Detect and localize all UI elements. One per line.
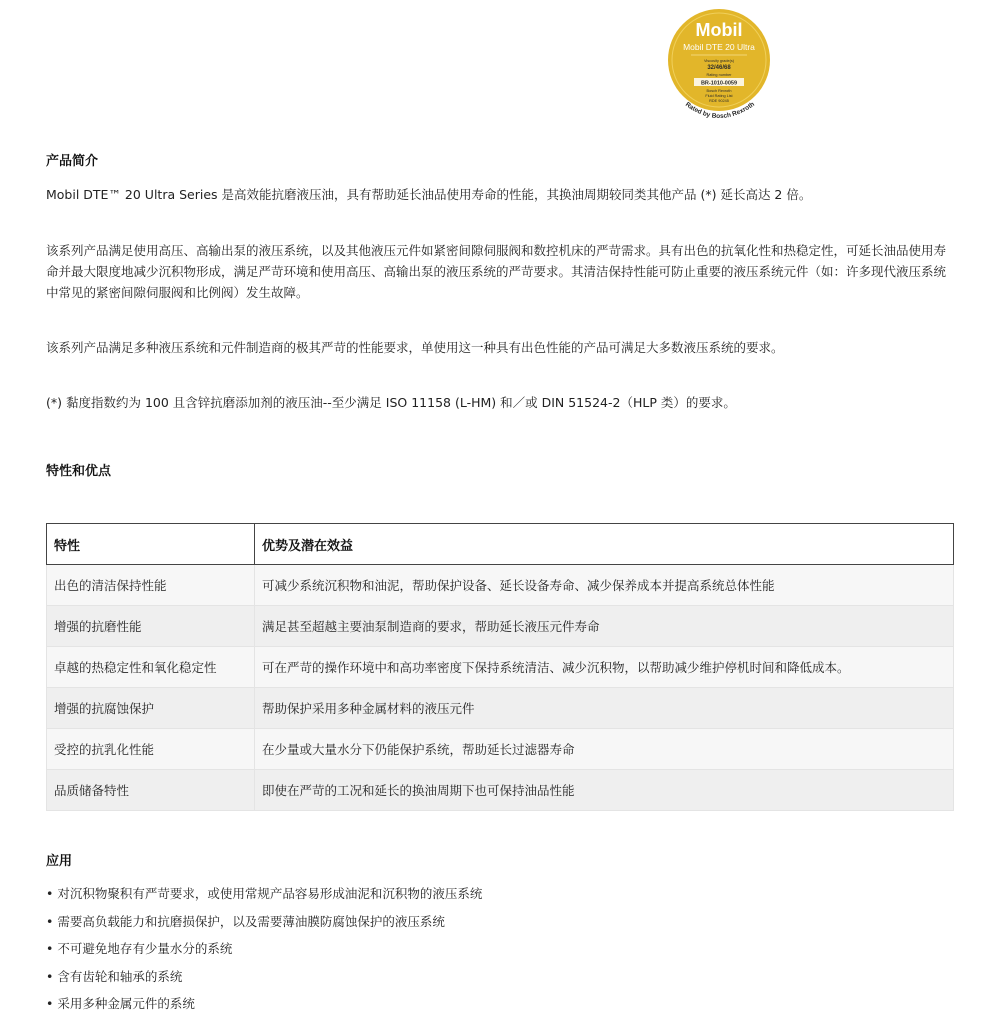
intro-paragraph-1: Mobil DTE™ 20 Ultra Series 是高效能抗磨液压油，具有帮助延长油品使用寿命的性能，其换油周期较同类其他产品 (*) 延长高达 2 倍。 [46, 187, 812, 202]
bullet-icon: • [46, 913, 54, 929]
badge-rated-by: Rated by Bosch Rexroth [683, 100, 756, 121]
feature-cell: 出色的清洁保持性能 [47, 565, 255, 606]
badge-product: Mobil DTE 20 Ultra [683, 42, 755, 52]
list-item [46, 939, 482, 967]
badge-rating-label: Rating number [706, 73, 732, 77]
benefit-cell: 满足甚至超越主要油泵制造商的要求，帮助延长液压元件寿命 [255, 606, 954, 647]
intro-paragraph-3: 该系列产品满足多种液压系统和元件制造商的极其严苛的性能要求，单使用这一种具有出色性能的产品可满足大多数液压系统的要求。 [46, 340, 784, 355]
features-table [46, 523, 954, 811]
list-item [46, 967, 482, 995]
badge-viscosity-label: Viscosity grade(s) [703, 59, 735, 63]
table-row [47, 606, 954, 647]
badge-list-line3: RDE 90245 [709, 99, 729, 103]
badge-list-line1: Bosch Rexroth [706, 89, 732, 93]
table-row [47, 647, 954, 688]
list-item-text: 需要高负载能力和抗磨损保护，以及需要薄油膜防腐蚀保护的液压系统 [57, 913, 445, 929]
badge-brand: Mobil [695, 20, 743, 40]
column-header-feature: 特性 [47, 524, 255, 565]
bullet-icon: • [46, 996, 54, 1011]
applications-list [46, 884, 482, 1022]
badge-list-line2: Fluid Rating List [705, 94, 733, 98]
feature-cell: 品质储备特性 [47, 770, 255, 811]
bullet-icon: • [46, 968, 54, 984]
badge-rating-number: BR-1010-0059 [700, 80, 738, 87]
features-heading: 特性和优点 [46, 464, 112, 479]
list-item-text: 不可避免地存有少量水分的系统 [57, 941, 233, 956]
bullet-icon: • [46, 941, 54, 956]
list-item-text: 含有齿轮和轴承的系统 [57, 968, 183, 984]
benefit-cell: 即使在严苛的工况和延长的换油周期下也可保持油品性能 [255, 770, 954, 811]
table-row [47, 565, 954, 606]
mobil-rating-badge [667, 8, 771, 126]
intro-heading: 产品简介 [46, 154, 99, 169]
benefit-cell: 帮助保护采用多种金属材料的液压元件 [255, 688, 954, 729]
list-item [46, 884, 482, 912]
intro-paragraph-2: 该系列产品满足使用高压、高输出泵的液压系统，以及其他液压元件如紧密间隙伺服阀和数控机床的严苛需求。具有出色的抗氧化性和热稳定性，可延长油品使用寿命并最大限度地减少沉积物形成，满足严苛环境和使用高压、高输出泵的液压系统的严苛要求。其清洁保持性能可防止重要的液压系统元件（如：许多现代液压系统中常见的紧密间隙伺服阀和比例阀）发生故障。 [46, 243, 947, 300]
table-row [47, 770, 954, 811]
benefit-cell: 可减少系统沉积物和油泥，帮助保护设备、延长设备寿命、减少保养成本并提高系统总体性能 [255, 565, 954, 606]
feature-cell: 增强的抗磨性能 [47, 606, 255, 647]
list-item [46, 994, 482, 1022]
feature-cell: 增强的抗腐蚀保护 [47, 688, 255, 729]
list-item-text: 采用多种金属元件的系统 [57, 996, 195, 1011]
feature-cell: 卓越的热稳定性和氧化稳定性 [47, 647, 255, 688]
column-header-benefit: 优势及潜在效益 [255, 524, 954, 565]
benefit-cell: 在少量或大量水分下仍能保护系统，帮助延长过滤器寿命 [255, 729, 954, 770]
benefit-cell: 可在严苛的操作环境中和高功率密度下保持系统清洁、减少沉积物，以帮助减少维护停机时间和降低成本。 [255, 647, 954, 688]
table-row [47, 729, 954, 770]
badge-seal-graphic [667, 8, 771, 126]
features-table-header [47, 524, 954, 565]
table-row [47, 688, 954, 729]
bullet-icon: • [46, 886, 54, 901]
badge-viscosity: 32/46/68 [707, 65, 731, 71]
feature-cell: 受控的抗乳化性能 [47, 729, 255, 770]
list-item-text: 对沉积物聚积有严苛要求，或使用常规产品容易形成油泥和沉积物的液压系统 [57, 886, 483, 901]
intro-footnote: (*) 黏度指数约为 100 且含锌抗磨添加剂的液压油--至少满足 ISO 11158 (L-HM) 和／或 DIN 51524-2（HLP 类）的要求。 [46, 395, 736, 410]
applications-heading: 应用 [46, 854, 73, 869]
list-item [46, 912, 482, 940]
